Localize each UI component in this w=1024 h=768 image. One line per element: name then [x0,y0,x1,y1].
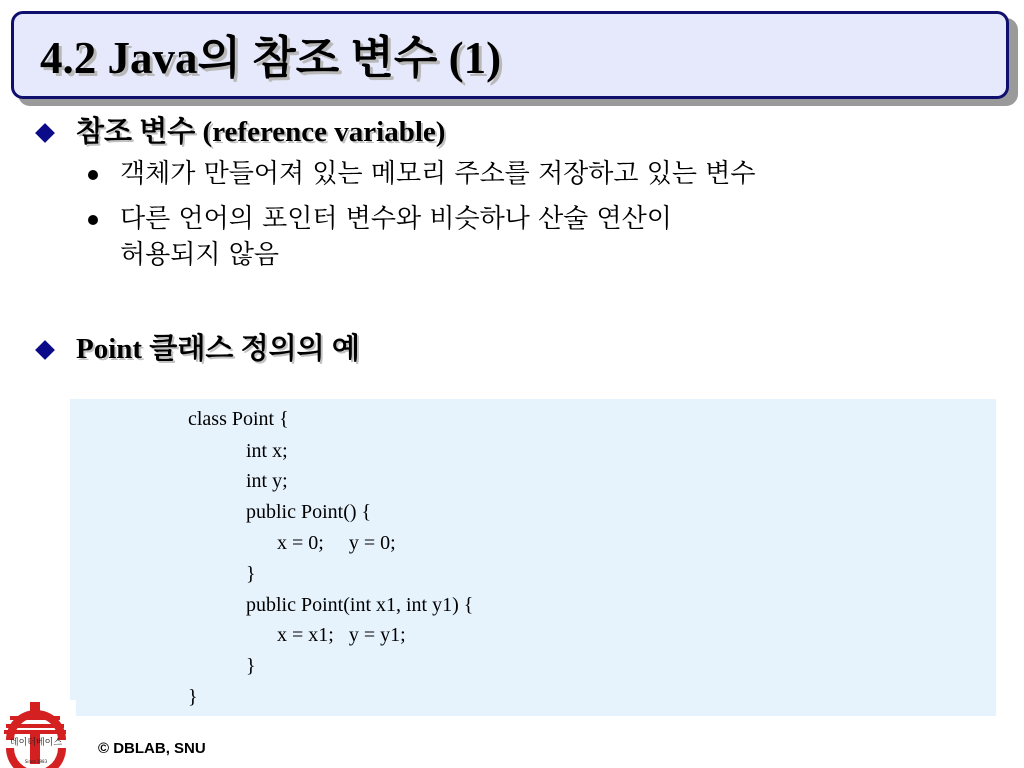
diamond-bullet-icon [35,340,55,360]
code-line: } [246,655,256,677]
code-line: int x; [246,440,288,462]
code-line: public Point(int x1, int y1) { [246,594,474,616]
code-line: class Point { [188,408,289,430]
code-line: } [188,686,198,708]
subbullet-label: 허용되지 않음 [120,240,279,270]
code-line: x = 0; y = 0; [277,532,396,554]
logo-since: Since 1983 [24,759,48,764]
subbullet-label: 다른 언어의 포인터 변수와 비슷하나 산술 연산이 [120,204,672,234]
logo-text: 데이터베이스 [9,738,63,748]
code-line: int y; [246,470,288,492]
bullet-label: 참조 변수 (reference variable) [76,116,446,148]
title-box [11,11,1009,99]
dot-bullet-icon [88,170,98,180]
slide-title: 4.2 Java의 참조 변수 (1) [40,33,502,83]
code-line: x = x1; y = y1; [277,624,406,646]
subbullet-label: 객체가 만들어져 있는 메모리 주소를 저장하고 있는 변수 [120,159,756,189]
code-line: public Point() { [246,501,372,523]
footer-copyright: © DBLAB, SNU [98,740,206,757]
bullet-label: Point 클래스 정의의 예 [76,333,360,365]
diamond-bullet-icon [35,123,55,143]
dblab-logo [0,700,76,768]
dot-bullet-icon [88,215,98,225]
code-line: } [246,563,256,585]
code-block [70,399,996,716]
